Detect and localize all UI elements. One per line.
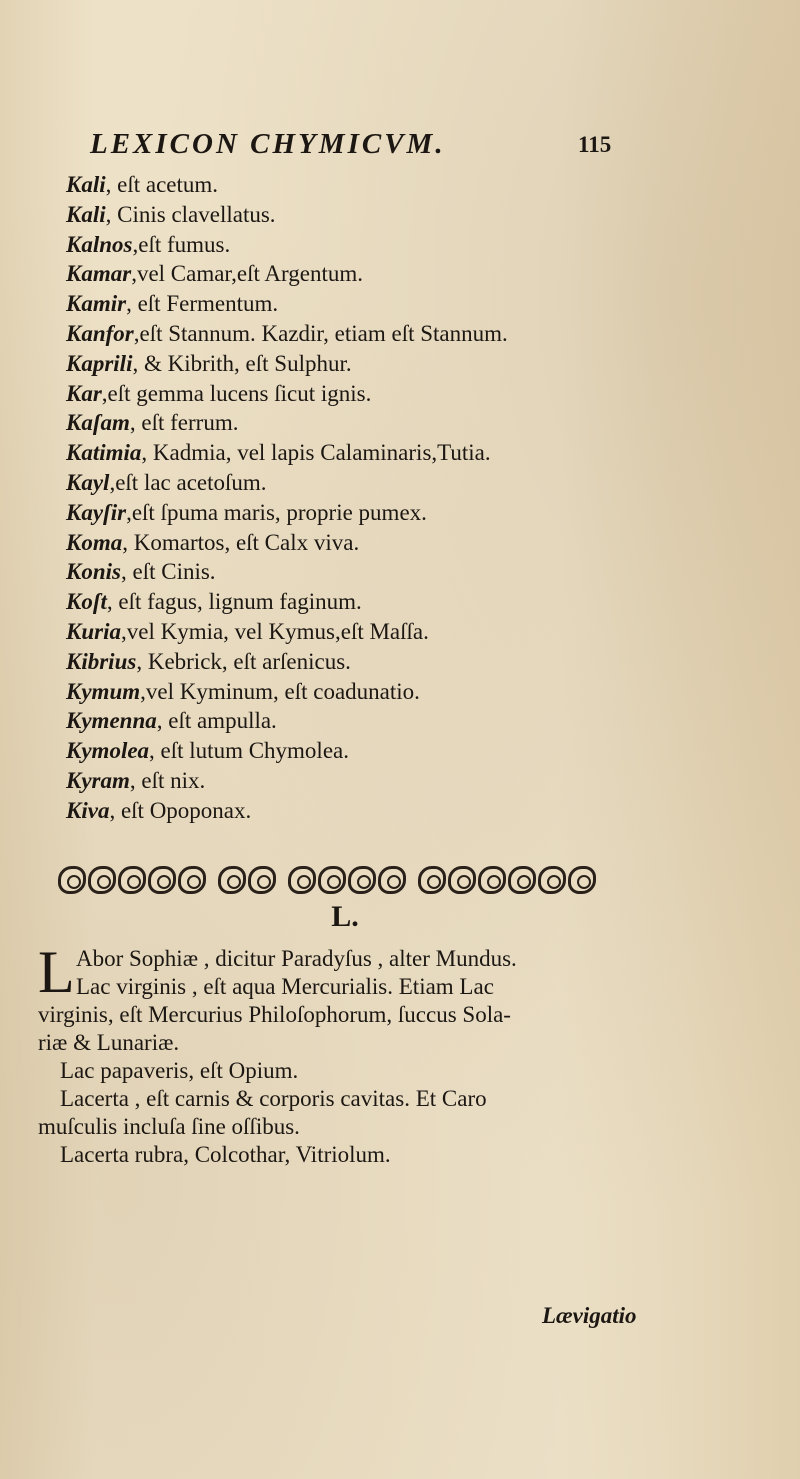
- entry-term: Koma: [66, 529, 123, 555]
- ornament-icon: [538, 866, 566, 894]
- entry-text: ,eſt Stannum. Kazdir, etiam eſt Stannum.: [133, 320, 508, 346]
- page-header: [90, 128, 630, 168]
- entry-text: ,eſt lac acetoſum.: [109, 469, 267, 495]
- entry-term: Kanfor: [66, 320, 134, 346]
- entry-term: Kamar: [66, 261, 132, 287]
- ornament-icon: [318, 866, 346, 894]
- ornament-icon: [178, 866, 206, 894]
- text-line: Lacerta , eſt carnis & corporis cavitas. Et Caro: [60, 1086, 487, 1111]
- catchword: Lævigatio: [542, 1303, 637, 1328]
- entry-term: Konis: [66, 559, 121, 585]
- ornament-icon: [88, 866, 116, 894]
- lexicon-entries-k: [66, 170, 666, 826]
- running-title: LEXICON CHYMICVM.: [90, 128, 446, 160]
- entry: [66, 170, 666, 200]
- section-heading-l: L.: [331, 900, 359, 933]
- entry-term: Kibrius: [66, 648, 137, 674]
- text-line: riæ & Lunariæ.: [38, 1030, 180, 1055]
- entry: [66, 319, 666, 349]
- entry: [66, 379, 666, 409]
- entry-term: Kalnos: [66, 231, 133, 257]
- lexicon-entries-l: [38, 939, 658, 1169]
- entry: [66, 259, 666, 289]
- entry-text: , Cinis clavellatus.: [105, 201, 276, 227]
- ornament-icon: [248, 866, 276, 894]
- ornament-spacer: [208, 866, 216, 894]
- ornament-icon: [448, 866, 476, 894]
- text-line: muſculis incluſa ſine oſſibus.: [38, 1114, 300, 1139]
- ornament-icon: [418, 866, 446, 894]
- entry-text: , Kebrick, eſt arſenicus.: [136, 648, 351, 674]
- ornament-icon: [508, 866, 536, 894]
- entry: [66, 468, 666, 498]
- drop-capital: L: [38, 939, 75, 1005]
- ornament-icon: [218, 866, 246, 894]
- entry-text: , eſt nix.: [129, 767, 206, 793]
- entry-term: Kamir: [66, 291, 127, 317]
- entry-term: Kar: [66, 380, 102, 406]
- entry: [66, 289, 666, 319]
- entry-text: , eſt Fermentum.: [126, 291, 279, 317]
- entry-term: Kymolea: [66, 738, 150, 764]
- entry-text: , & Kibrith, eſt Sulphur.: [132, 350, 352, 376]
- entry-term: Kyram: [66, 767, 130, 793]
- entry: [66, 438, 666, 468]
- ornament-icon: [118, 866, 146, 894]
- text-line: Abor Sophiæ , dicitur Paradyſus , alter Mundus.: [76, 946, 517, 971]
- entry-text: , eſt lutum Chymolea.: [149, 738, 349, 764]
- entry-term: Kayſir: [66, 499, 127, 525]
- text-line: Lac papaveris, eſt Opium.: [60, 1058, 299, 1083]
- entry-text: ,eſt ſpuma maris, proprie pumex.: [126, 499, 427, 525]
- text-line: virginis, eſt Mercurius Philoſophorum, ſuccus Sola-: [38, 1002, 511, 1027]
- ornament-icon: [58, 866, 86, 894]
- ornament-icon: [288, 866, 316, 894]
- entry: [66, 587, 666, 617]
- text-line: Lac virginis , eſt aqua Mercurialis. Etiam Lac: [76, 974, 494, 999]
- entry-term: Kymenna: [66, 708, 157, 734]
- entry: [66, 349, 666, 379]
- entry-text: , Kadmia, vel lapis Calaminaris,Tutia.: [141, 440, 491, 466]
- entry-text: ,vel Kyminum, eſt coadunatio.: [140, 678, 420, 704]
- ornament-icon: [148, 866, 176, 894]
- ornament-spacer: [408, 866, 416, 894]
- entry: [66, 528, 666, 558]
- entry-text: , eſt Cinis.: [120, 559, 216, 585]
- ornament-spacer: [278, 866, 286, 894]
- entry: [66, 706, 666, 736]
- entry-term: Kiva: [66, 797, 110, 823]
- entry-text: ,eſt gemma lucens ſicut ignis.: [101, 380, 372, 406]
- ornament-icon: [378, 866, 406, 894]
- entry-term: Kuria: [66, 618, 121, 644]
- ornament-icon: [478, 866, 506, 894]
- entry-term: Kali: [66, 201, 106, 227]
- entry-text: ,vel Camar,eſt Argentum.: [131, 261, 363, 287]
- entry-text: ,eſt fumus.: [132, 231, 231, 257]
- entry-text: , Komartos, eſt Calx viva.: [122, 529, 360, 555]
- entry: [66, 408, 666, 438]
- entry: [66, 736, 666, 766]
- entry-text: ,vel Kymia, vel Kymus,eſt Maſſa.: [120, 618, 429, 644]
- ornament-icon: [348, 866, 376, 894]
- decorative-ornament-band: [58, 862, 628, 898]
- entry-term: Kymum: [66, 678, 141, 704]
- entry: [66, 230, 666, 260]
- entry-text: , eſt ampulla.: [156, 708, 277, 734]
- entry-term: Kaprili: [66, 350, 133, 376]
- entry-text: , eſt fagus, lignum faginum.: [106, 589, 362, 615]
- entry-term: Kaſam: [66, 410, 130, 436]
- entry: [66, 557, 666, 587]
- entry-term: Katimia: [66, 440, 142, 466]
- entry-term: Kayl: [66, 469, 110, 495]
- entry: [66, 498, 666, 528]
- entry: [66, 677, 666, 707]
- entry: [66, 796, 666, 826]
- text-line: Lacerta rubra, Colcothar, Vitriolum.: [60, 1142, 391, 1167]
- ornament-icon: [568, 866, 596, 894]
- page-number: 115: [578, 132, 612, 157]
- entry: [66, 766, 666, 796]
- entry-term: Koſt: [66, 589, 107, 615]
- entry: [66, 617, 666, 647]
- entry-term: Kali: [66, 172, 106, 197]
- entry: [66, 647, 666, 677]
- entry-text: , eſt ferrum.: [129, 410, 239, 436]
- entry-text: , eſt acetum.: [105, 172, 219, 197]
- entry-text: , eſt Opoponax.: [109, 797, 252, 823]
- entry: [66, 200, 666, 230]
